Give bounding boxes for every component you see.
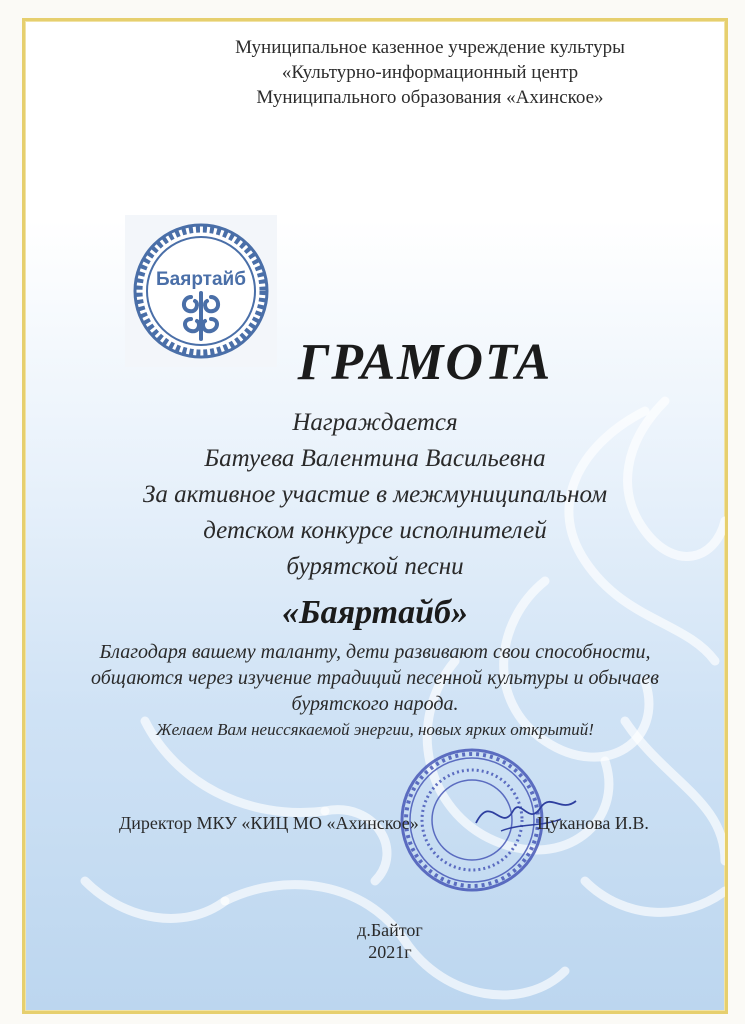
logo-text: Баяртайб	[156, 269, 246, 290]
reason-line-3: бурятской песни	[286, 553, 464, 580]
awarded-line: Награждается	[292, 409, 458, 436]
village-name: д.Байтог	[357, 920, 423, 940]
wish-line: Желаем Вам неиссякаемой энергии, новых ярких открытий!	[156, 720, 594, 739]
place-and-date	[25, 919, 725, 963]
reason-line-2: детском конкурсе исполнителей	[203, 517, 547, 544]
header-line-1: Муниципальное казенное учреждение культуры	[235, 37, 625, 58]
gratitude-line-3: бурятского народа.	[291, 693, 459, 715]
recipient-name: Батуева Валентина Васильевна	[204, 445, 546, 472]
certificate-frame	[22, 18, 728, 1014]
signatory-position: Директор МКУ «КИЦ МО «Ахинское»	[119, 813, 419, 833]
header-line-2: «Культурно-информационный центр	[281, 62, 579, 83]
reason-line-1: За активное участие в межмуниципальном	[142, 481, 608, 508]
issue-year: 2021г	[368, 942, 412, 962]
signatory-name: Цуканова И.В.	[537, 813, 649, 833]
certificate-title: ГРАМОТА	[297, 334, 553, 391]
gratitude-line-2: общаются через изучение традиций песенной культуры и обычаев	[90, 667, 659, 689]
gratitude-line-1: Благодаря вашему таланту, дети развивают свои способности,	[99, 641, 651, 663]
issuer-header	[25, 35, 725, 110]
award-text	[25, 405, 725, 743]
contest-name: «Баяртайб»	[282, 594, 468, 631]
header-line-3: Муниципального образования «Ахинское»	[256, 87, 604, 108]
